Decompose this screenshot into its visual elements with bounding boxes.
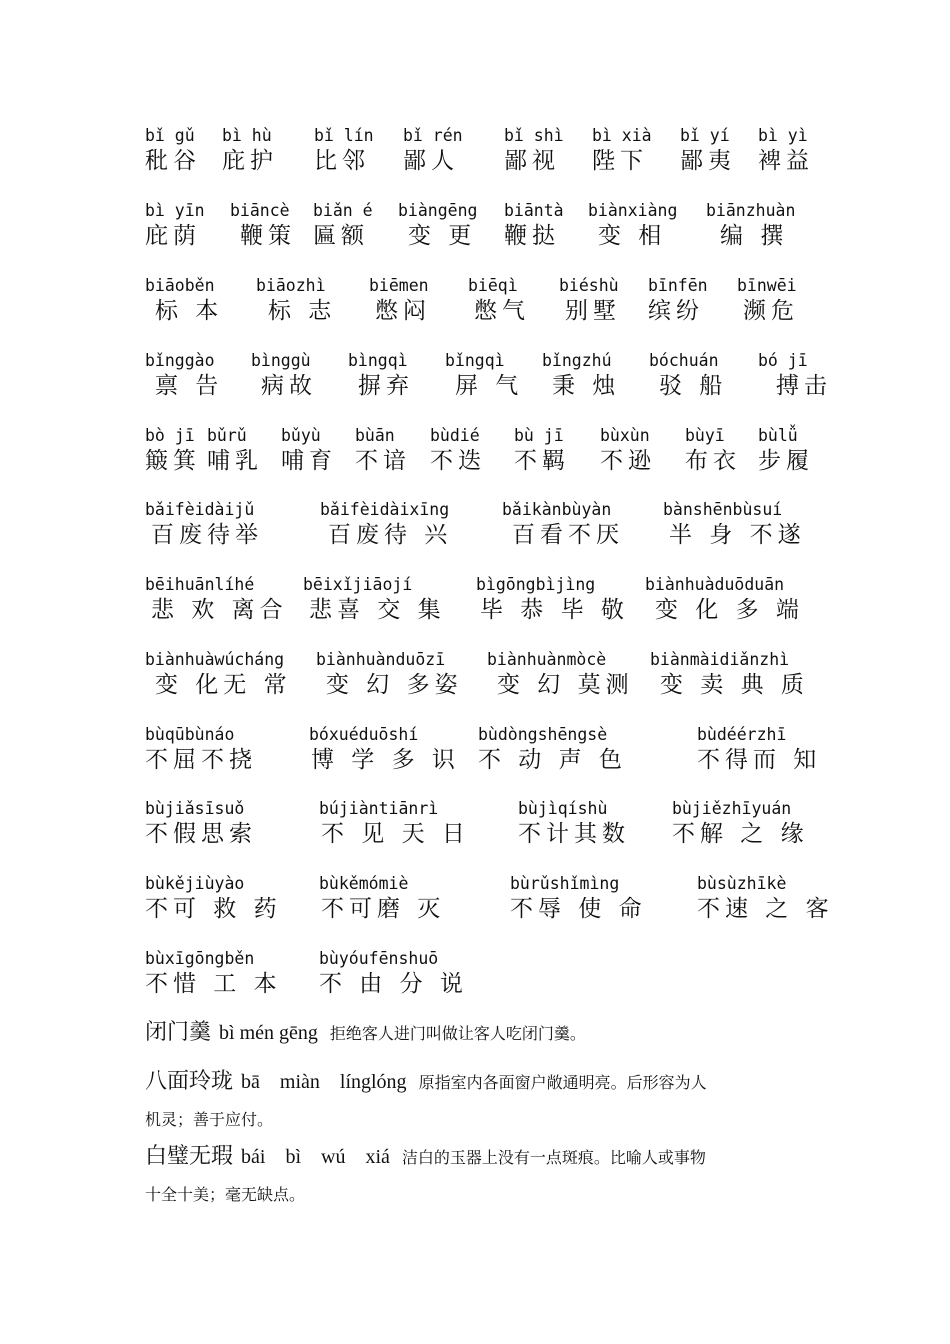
vocab-hanzi: 不迭 (430, 448, 486, 474)
vocab-hanzi: 搏击 (776, 373, 832, 399)
idiom-definition: 原指室内各面窗户敞通明亮。后形容为人 (418, 1073, 707, 1092)
vocab-hanzi: 变 幻 莫测 (497, 672, 634, 698)
vocab-hanzi: 摒弃 (358, 373, 414, 399)
vocab-hanzi: 变 幻 多姿 (326, 672, 463, 698)
vocab-hanzi: 不羁 (514, 448, 570, 474)
vocab-pinyin: biéshù (559, 276, 619, 295)
vocab-pinyin: bùjìqíshù (518, 799, 608, 818)
vocab-hanzi: 鞭挞 (504, 223, 560, 249)
vocab-hanzi: 不得而 知 (697, 747, 822, 773)
vocab-pinyin: bīnfēn (648, 276, 708, 295)
vocab-pinyin: bǐ lín (314, 126, 374, 145)
vocab-pinyin: bóxuéduōshí (309, 725, 419, 744)
vocab-pinyin: bǎifèidàijǔ (145, 500, 255, 519)
vocab-hanzi: 不逊 (600, 448, 656, 474)
vocab-pinyin: bùrǔshǐmìng (510, 874, 620, 893)
vocab-row (0, 426, 950, 488)
vocab-hanzi: 不惜 工 本 (145, 971, 282, 997)
vocab-pinyin: bùyī (685, 426, 725, 445)
vocab-hanzi: 布衣 (685, 448, 741, 474)
vocab-pinyin: bùdié (430, 426, 480, 445)
idiom-pinyin: bì mén gēng (219, 1022, 318, 1044)
vocab-pinyin: bǎikànbùyàn (502, 500, 612, 519)
vocab-hanzi: 濒危 (743, 298, 799, 324)
vocab-hanzi: 禀 告 (155, 373, 224, 399)
vocab-pinyin: biāntà (504, 201, 564, 220)
vocab-hanzi: 步履 (758, 448, 814, 474)
vocab-row (0, 351, 950, 413)
vocab-hanzi: 标 志 (268, 298, 337, 324)
vocab-pinyin: biànmàidiǎnzhì (650, 650, 790, 669)
vocab-hanzi: 变 化无 常 (155, 672, 292, 698)
vocab-pinyin: bànshēnbùsuí (663, 500, 783, 519)
vocab-pinyin: bǔrǔ (207, 426, 247, 445)
vocab-hanzi: 百废待举 (151, 522, 263, 548)
vocab-hanzi: 鄙夷 (680, 148, 736, 174)
vocab-hanzi: 不屈不挠 (145, 747, 257, 773)
vocab-hanzi: 庇护 (222, 148, 278, 174)
vocab-pinyin: biànhuàduōduān (645, 575, 785, 594)
vocab-pinyin: bùdéérzhī (697, 725, 787, 744)
vocab-hanzi: 不谙 (355, 448, 411, 474)
vocab-hanzi: 簸箕 (145, 448, 201, 474)
vocab-row (0, 201, 950, 263)
vocab-row (0, 799, 950, 861)
vocab-pinyin: biǎn é (313, 201, 373, 220)
vocab-pinyin: bǐnggào (145, 351, 215, 370)
vocab-pinyin: biànhuànduōzī (316, 650, 446, 669)
vocab-pinyin: bó jī (758, 351, 808, 370)
vocab-hanzi: 屏 气 (455, 373, 524, 399)
vocab-pinyin: biāncè (230, 201, 290, 220)
vocab-hanzi: 鄙人 (403, 148, 459, 174)
vocab-hanzi: 憋闷 (375, 298, 431, 324)
vocab-hanzi: 半 身 不遂 (669, 522, 806, 548)
vocab-pinyin: biānzhuàn (706, 201, 796, 220)
vocab-pinyin: bùxùn (600, 426, 650, 445)
vocab-hanzi: 哺育 (281, 448, 337, 474)
vocab-hanzi: 鞭策 (240, 223, 296, 249)
vocab-pinyin: bǐ yí (680, 126, 730, 145)
vocab-pinyin: bújiàntiānrì (319, 799, 439, 818)
vocab-hanzi: 百废待 兴 (328, 522, 453, 548)
vocab-hanzi: 鄙视 (504, 148, 560, 174)
vocab-hanzi: 毕 恭 毕 敬 (480, 597, 629, 623)
vocab-pinyin: biēmen (369, 276, 429, 295)
vocab-pinyin: biànhuànmòcè (487, 650, 607, 669)
vocab-pinyin: bùkěmómiè (319, 874, 409, 893)
idiom-term: 闭门羹 (145, 1020, 212, 1045)
vocab-hanzi: 不可磨 灭 (321, 896, 446, 922)
idiom-definition: 拒绝客人进门叫做让客人吃闭门羹。 (329, 1024, 586, 1043)
vocab-pinyin: bìnggù (251, 351, 311, 370)
vocab-row (0, 500, 950, 562)
vocab-pinyin: bīnwēi (737, 276, 797, 295)
vocab-hanzi: 变 卖 典 质 (660, 672, 809, 698)
vocab-pinyin: bùsùzhīkè (697, 874, 787, 893)
vocab-hanzi: 比邻 (314, 148, 370, 174)
vocab-pinyin: bǐngzhú (542, 351, 612, 370)
idiom-line (145, 1018, 810, 1049)
vocab-pinyin: biànhuàwúcháng (145, 650, 285, 669)
idiom-term: 白璧无瑕 (145, 1144, 234, 1169)
vocab-hanzi: 匾额 (313, 223, 369, 249)
idiom-pinyin: bā miàn línglóng (241, 1071, 407, 1093)
vocab-hanzi: 标 本 (155, 298, 224, 324)
vocab-hanzi: 不 动 声 色 (478, 747, 627, 773)
vocab-hanzi: 哺乳 (207, 448, 263, 474)
vocab-hanzi: 裨益 (758, 148, 814, 174)
vocab-hanzi: 不 由 分 说 (319, 971, 468, 997)
idiom-term: 八面玲珑 (145, 1069, 234, 1094)
vocab-pinyin: bì xià (592, 126, 652, 145)
vocab-hanzi: 别墅 (565, 298, 621, 324)
vocab-hanzi: 不辱 使 命 (510, 896, 647, 922)
vocab-pinyin: bùdòngshēngsè (478, 725, 608, 744)
vocab-row (0, 874, 950, 936)
vocab-row (0, 949, 950, 1011)
vocab-pinyin: bùlǚ (758, 426, 798, 445)
vocab-pinyin: bǐ rén (403, 126, 463, 145)
vocab-row (0, 575, 950, 637)
vocab-pinyin: biàngēng (398, 201, 478, 220)
vocab-hanzi: 变 化 多 端 (655, 597, 804, 623)
vocab-pinyin: bùjiǎsīsuǒ (145, 799, 245, 818)
vocab-pinyin: bì yīn (145, 201, 205, 220)
vocab-pinyin: bùkějiùyào (145, 874, 245, 893)
vocab-pinyin: bì hù (222, 126, 272, 145)
vocab-pinyin: bǔyù (281, 426, 321, 445)
vocab-pinyin: biànxiàng (588, 201, 678, 220)
vocab-pinyin: bùxīgōngběn (145, 949, 255, 968)
vocab-hanzi: 病故 (261, 373, 317, 399)
vocab-hanzi: 不假思索 (145, 821, 257, 847)
vocab-pinyin: biāozhì (256, 276, 326, 295)
vocab-hanzi: 憋气 (474, 298, 530, 324)
vocab-hanzi: 缤纷 (648, 298, 704, 324)
vocab-hanzi: 悲喜 交 集 (309, 597, 446, 623)
vocab-pinyin: bǐ shì (504, 126, 564, 145)
vocab-hanzi: 驳 船 (659, 373, 728, 399)
vocab-pinyin: bùqūbùnáo (145, 725, 235, 744)
vocab-pinyin: bì yì (758, 126, 808, 145)
idiom-line (145, 1142, 810, 1173)
vocab-row (0, 276, 950, 338)
vocab-row (0, 126, 950, 188)
vocab-pinyin: bù jī (514, 426, 564, 445)
idiom-definition: 洁白的玉器上没有一点斑痕。比喻人或事物 (401, 1148, 706, 1167)
vocab-hanzi: 百看不厌 (512, 522, 624, 548)
idiom-line (145, 1067, 810, 1098)
vocab-hanzi: 秉 烛 (552, 373, 621, 399)
vocab-hanzi: 不可 救 药 (145, 896, 282, 922)
vocab-hanzi: 变 相 (598, 223, 667, 249)
vocab-hanzi: 悲 欢 离合 (151, 597, 288, 623)
vocab-hanzi: 变 更 (408, 223, 477, 249)
vocab-pinyin: bùyóufēnshuō (319, 949, 439, 968)
idiom-definition-continued: 机灵；善于应付。 (145, 1110, 274, 1129)
idiom-definition-continued: 十全十美；毫无缺点。 (145, 1185, 306, 1204)
vocab-hanzi: 不 见 天 日 (321, 821, 470, 847)
vocab-row (0, 725, 950, 787)
idiom-entry (145, 1018, 810, 1049)
idiom-entry (145, 1067, 810, 1134)
vocab-pinyin: bǐ gǔ (145, 126, 195, 145)
vocab-pinyin: bǐngqì (445, 351, 505, 370)
vocab-row (0, 650, 950, 712)
vocab-pinyin: bùjiězhīyuán (672, 799, 792, 818)
vocab-hanzi: 不解 之 缘 (672, 821, 809, 847)
vocab-pinyin: bìngqì (348, 351, 408, 370)
vocab-hanzi: 庇荫 (145, 223, 201, 249)
vocab-hanzi: 编 撰 (720, 223, 789, 249)
vocab-pinyin: bēixǐjiāojí (303, 575, 413, 594)
vocab-pinyin: bóchuán (649, 351, 719, 370)
vocab-pinyin: bēihuānlíhé (145, 575, 255, 594)
vocab-pinyin: bùān (355, 426, 395, 445)
idiom-entry (145, 1142, 810, 1209)
vocab-hanzi: 不计其数 (518, 821, 630, 847)
vocab-pinyin: biēqì (468, 276, 518, 295)
vocab-pinyin: bìgōngbìjìng (476, 575, 596, 594)
vocab-hanzi: 陛下 (592, 148, 648, 174)
vocab-hanzi: 博 学 多 识 (311, 747, 460, 773)
vocab-pinyin: bò jī (145, 426, 195, 445)
vocab-pinyin: biāoběn (145, 276, 215, 295)
vocab-hanzi: 不速 之 客 (697, 896, 834, 922)
vocab-hanzi: 秕谷 (145, 148, 201, 174)
vocab-pinyin: bǎifèidàixīng (320, 500, 450, 519)
idiom-pinyin: bái bì wú xiá (241, 1146, 390, 1168)
